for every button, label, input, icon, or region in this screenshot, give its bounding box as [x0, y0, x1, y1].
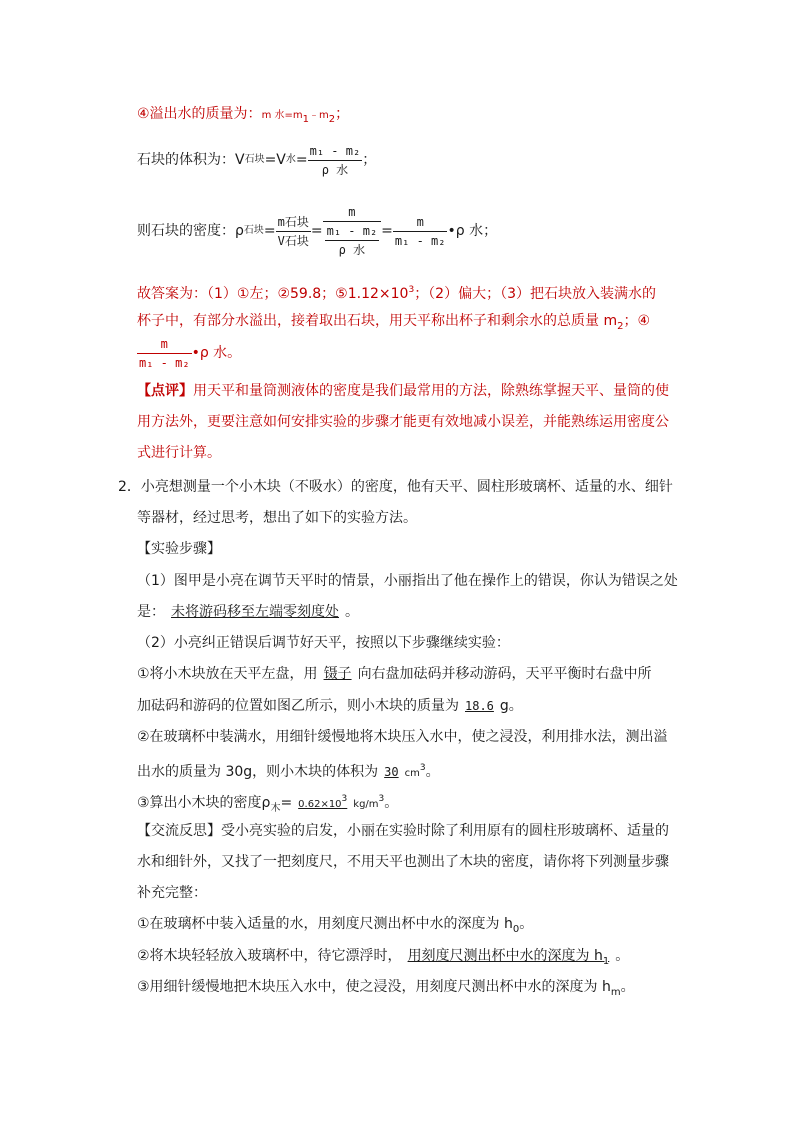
text: ②在玻璃杯中装满水，用细针缓慢地将木块压入水中，使之浸没，利用排水法，测出溢: [137, 729, 668, 745]
reflection-step-2: [137, 946, 629, 972]
text: =: [295, 152, 308, 168]
reflection-line-1: [137, 821, 669, 841]
formula-mid: ﹣m: [308, 110, 329, 121]
denominator: ρ 水: [338, 243, 366, 257]
denominator: m₁ - m₂: [139, 355, 190, 370]
text: g。: [499, 698, 523, 714]
text: ①在玻璃杯中装入适量的水，用刻度尺测出杯中水的深度为 h: [137, 916, 513, 932]
text: 出水的质量为 30g，则小木块的体积为: [137, 764, 379, 780]
steps-title: [137, 539, 221, 559]
fraction: [308, 142, 363, 179]
text: 。: [620, 979, 635, 995]
answer-line-3: [137, 333, 241, 373]
sub: 1: [602, 956, 610, 967]
answer-blank: [402, 948, 616, 967]
step-6: [137, 758, 440, 784]
sup: 3: [408, 285, 415, 295]
numerator: m: [137, 335, 192, 354]
text: 则石块的密度：ρ: [137, 223, 244, 239]
text: 。: [425, 764, 440, 780]
numerator: m₁ - m₂: [308, 142, 363, 161]
text: 向右盘加砝码并移动游码，天平平衡时右盘中所: [357, 666, 652, 682]
step-2: [137, 633, 510, 653]
answer-blank: 30: [384, 765, 399, 779]
text: ；: [335, 106, 350, 122]
fraction: [323, 203, 382, 259]
text: 等器材，经过思考，想出了如下的实验方法。: [137, 510, 417, 526]
review-tag: 【点评】: [137, 383, 193, 399]
stone-volume-line: [137, 138, 376, 182]
text: 是：: [137, 604, 165, 620]
numerator: m₁ - m₂: [325, 222, 380, 241]
text: （1）图甲是小亮在调节天平时的情景，小丽指出了他在操作上的错误，你认为错误之处: [137, 573, 678, 589]
answer-blank: 未将游码移至左端零刻度处: [171, 604, 339, 620]
fraction: [276, 213, 311, 250]
denominator: ρ 水: [321, 162, 349, 177]
sup: 3: [419, 763, 426, 773]
text: 故答案为：（1）①左；②59.8；⑤1.12×10: [137, 286, 409, 302]
step-5: [137, 727, 668, 747]
sup: 3: [341, 794, 348, 804]
value: 0.62×10: [298, 799, 342, 810]
sub: 木: [270, 803, 281, 814]
text: 式进行计算。: [137, 445, 221, 461]
text: （2）小亮纠正错误后调节好天平，按照以下步骤继续实验：: [137, 635, 510, 651]
answer-blank: [292, 794, 353, 810]
value: 用刻度尺测出杯中水的深度为 h: [407, 948, 603, 964]
text: 。: [384, 795, 399, 811]
overflow-water-mass-line: [137, 104, 349, 130]
stone-density-line: [137, 198, 497, 264]
answer-line-1: [137, 280, 656, 304]
text: ；（2）偏大；（3）把石块放入装满水的: [414, 286, 657, 302]
formula: m 水=m: [261, 110, 303, 121]
step-1a: [137, 571, 678, 591]
question-2-line-1: [118, 477, 673, 497]
review-line-2: [137, 412, 669, 432]
reflection-line-3: [137, 883, 207, 903]
denominator: V石块: [277, 233, 309, 248]
denominator: [323, 222, 382, 259]
text: =: [280, 795, 293, 811]
text: 。: [345, 604, 359, 620]
fraction: [137, 335, 192, 372]
text: 【实验步骤】: [137, 541, 221, 557]
text: 水和细针外，又找了一把刻度尺，不用天平也测出了木块的密度，请你将下列测量步骤: [137, 854, 669, 870]
fraction: [393, 213, 448, 250]
unit: cm: [404, 768, 420, 779]
text: ②将木块轻轻放入玻璃杯中，待它漂浮时，: [137, 948, 402, 964]
text: 用天平和量筒测液体的密度是我们最常用的方法，除熟练掌握天平、量筒的使: [193, 383, 669, 399]
question-2-line-2: [137, 508, 417, 528]
step-1b: [137, 602, 359, 622]
step-4: [137, 696, 523, 716]
text: =: [310, 223, 323, 239]
inner-fraction: [325, 222, 380, 259]
review-line-1: [137, 381, 669, 401]
text: •ρ 水；: [447, 223, 498, 239]
reflection-tag: 【交流反思】: [137, 823, 221, 839]
text: ；: [362, 152, 377, 168]
sub: 石块: [243, 225, 264, 236]
text: 。: [615, 948, 630, 964]
question-number: 2．: [118, 479, 141, 495]
review-line-3: [137, 443, 221, 463]
denominator: m₁ - m₂: [394, 233, 446, 248]
text: 受小亮实验的启发，小丽在实验时除了利用原有的圆柱形玻璃杯、适量的: [221, 823, 669, 839]
text: ①将小木块放在天平左盘，用: [137, 666, 318, 682]
text: ④溢出水的质量为：: [137, 106, 262, 122]
numerator: m: [323, 203, 382, 222]
text: 石块的体积为：V: [137, 152, 245, 168]
answer-blank: 镊子: [323, 666, 352, 682]
sup: 3: [378, 794, 385, 804]
text: =V: [264, 152, 286, 168]
text: 小亮想测量一个小木块（不吸水）的密度，他有天平、圆柱形玻璃杯、适量的水、细针: [140, 479, 673, 495]
reflection-step-3: [137, 977, 635, 1003]
reflection-step-1: [137, 914, 533, 940]
text: 用方法外，更要注意如何安排实验的步骤才能更有效地减小误差，并能熟练运用密度公: [137, 414, 669, 430]
sub: 2: [617, 321, 624, 332]
text: 。: [519, 916, 534, 932]
text: •ρ 水。: [191, 345, 242, 361]
sub: m: [610, 987, 621, 998]
numerator: m: [393, 213, 448, 232]
text: ；④: [623, 313, 651, 329]
sub: 2: [328, 114, 336, 125]
text: 补充完整：: [137, 885, 207, 901]
sub: 水: [285, 154, 296, 165]
numerator: m石块: [276, 213, 311, 232]
unit: kg/m: [353, 799, 379, 810]
text: 加砝码和游码的位置如图乙所示，则小木块的质量为: [137, 698, 459, 714]
sub: 0: [512, 924, 520, 935]
sub: 石块: [244, 154, 265, 165]
answer-blank: 18.6: [465, 699, 494, 713]
text: =: [263, 223, 276, 239]
sub: 1: [302, 114, 309, 125]
step-3: [137, 664, 652, 684]
text: =: [381, 223, 393, 239]
text: ③用细针缓慢地把木块压入水中，使之浸没，用刻度尺测出杯中水的深度为 h: [137, 979, 611, 995]
reflection-line-2: [137, 852, 669, 872]
text: 杯子中，有部分水溢出，接着取出石块，用天平称出杯子和剩余水的总质量 m: [137, 313, 618, 329]
step-7: [137, 789, 398, 819]
text: ③算出小木块的密度ρ: [137, 795, 271, 811]
